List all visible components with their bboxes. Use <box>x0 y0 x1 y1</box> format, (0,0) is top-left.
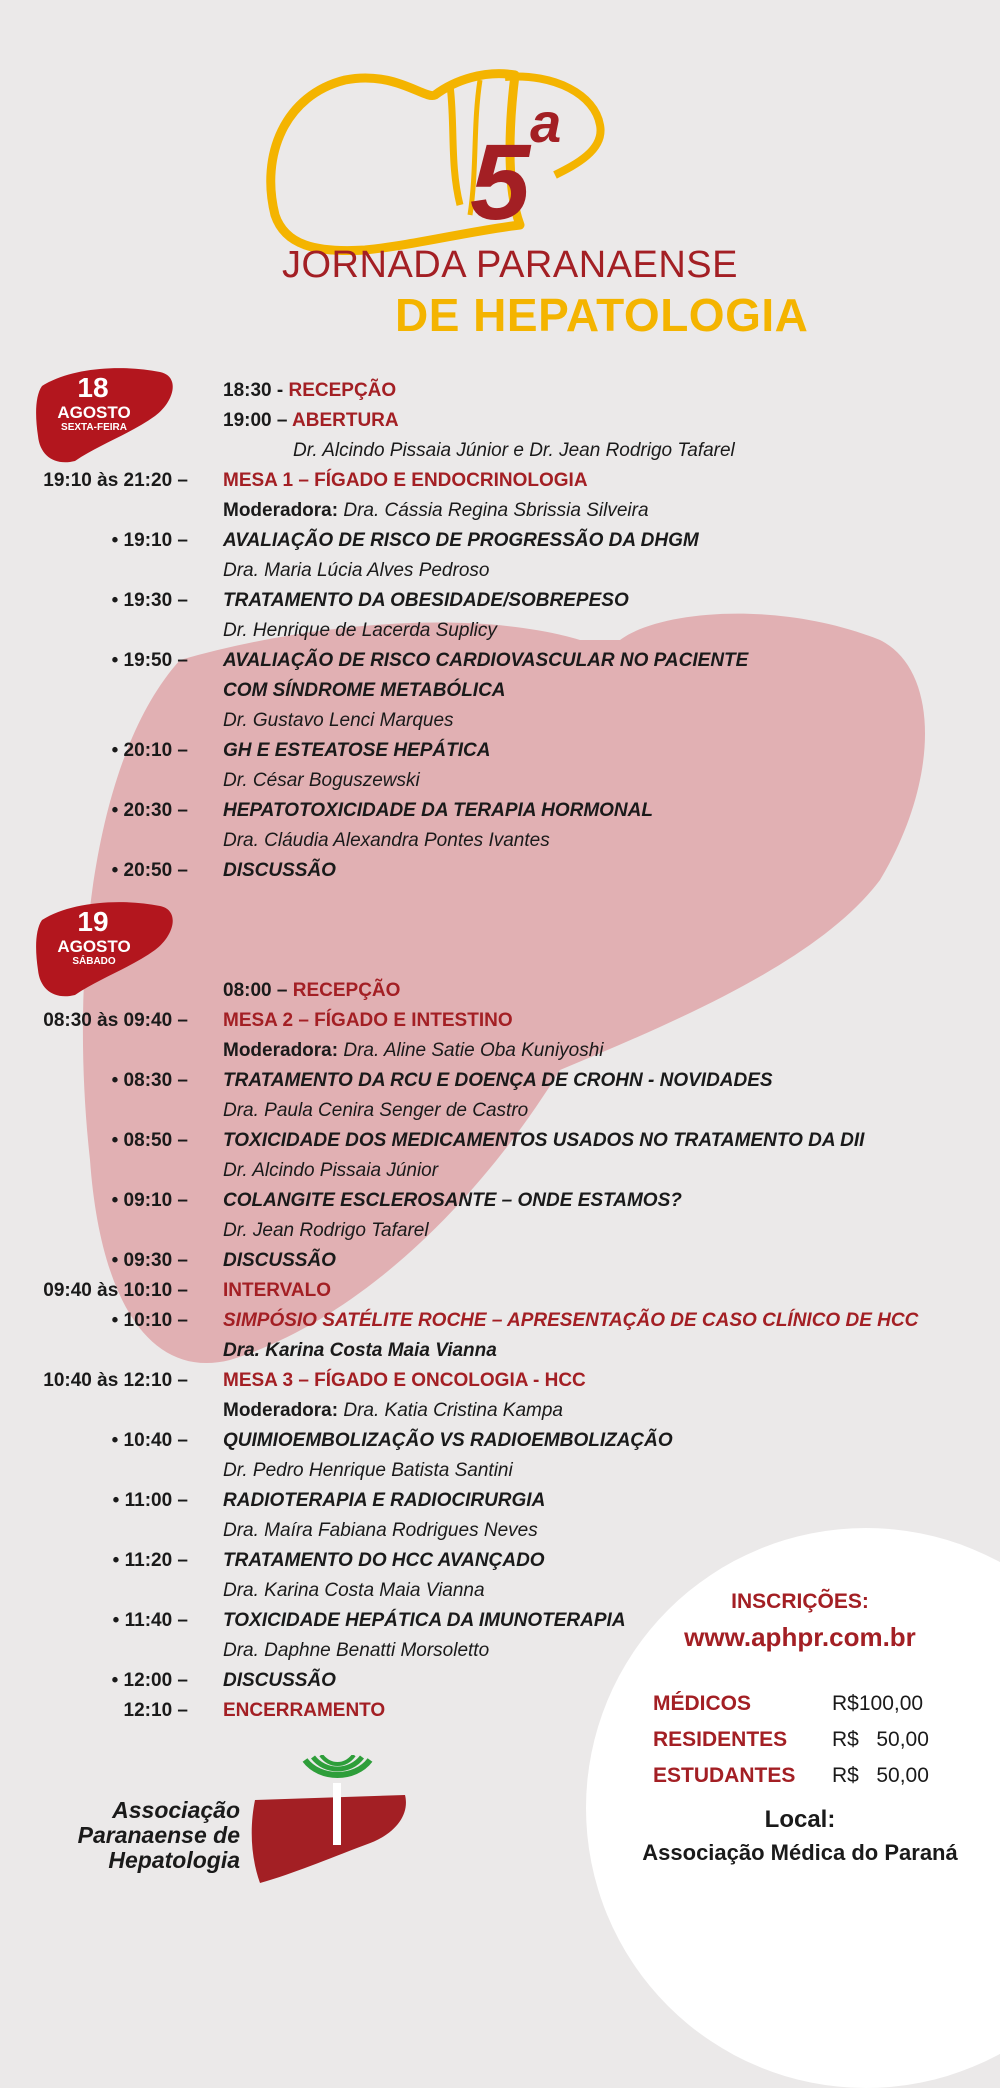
row-content <box>223 1066 773 1096</box>
edition-number: 5$^a$ <box>470 91 562 242</box>
schedule-row <box>0 1276 1000 1306</box>
row-text: DISCUSSÃO <box>223 1670 336 1691</box>
row-time: • 19:10 – <box>111 530 188 551</box>
row-content <box>223 616 497 646</box>
row-content <box>223 826 550 856</box>
row-content <box>223 526 699 556</box>
row-text: Dra. Cláudia Alexandra Pontes Ivantes <box>223 830 550 851</box>
badge-day: 18 <box>77 372 109 403</box>
row-content <box>223 736 490 766</box>
schedule-row <box>0 646 1000 676</box>
price-value: R$ 50,00 <box>832 1764 929 1787</box>
row-text: MESA 2 – FÍGADO E INTESTINO <box>223 1010 513 1031</box>
row-content <box>223 1546 545 1576</box>
row-text: SIMPÓSIO SATÉLITE ROCHE – APRESENTAÇÃO DE CASO CLÍNICO DE HCC <box>223 1310 919 1331</box>
schedule-row <box>0 1366 1000 1396</box>
row-text: GH E ESTEATOSE HEPÁTICA <box>223 740 491 761</box>
price-value: R$100,00 <box>832 1692 924 1715</box>
badge-day: 19 <box>77 906 109 937</box>
row-text: RADIOTERAPIA E RADIOCIRURGIA <box>223 1490 546 1511</box>
row-text: TRATAMENTO DO HCC AVANÇADO <box>223 1550 545 1571</box>
local-label: Local: <box>764 1806 836 1833</box>
schedule-row <box>0 826 1000 856</box>
row-content <box>223 1036 604 1066</box>
row-content <box>223 1216 429 1246</box>
row-text: DISCUSSÃO <box>223 860 336 881</box>
row-text: Dra. Karina Costa Maia Vianna <box>223 1580 485 1601</box>
schedule-row <box>0 1216 1000 1246</box>
row-text: COLANGITE ESCLEROSANTE – ONDE ESTAMOS? <box>223 1190 682 1211</box>
row-content <box>223 1576 485 1606</box>
price-row <box>650 1764 930 1798</box>
row-content <box>223 766 420 796</box>
schedule-row <box>0 403 1000 436</box>
row-time: • 19:50 – <box>111 650 188 671</box>
row-text: Dra. Paula Cenira Senger de Castro <box>223 1100 529 1121</box>
local-value: Associação Médica do Paraná <box>642 1840 958 1865</box>
schedule-row <box>0 616 1000 646</box>
schedule-row <box>0 1306 1000 1336</box>
association-line: Associação <box>112 1797 240 1823</box>
row-time: 08:30 às 09:40 – <box>43 1010 188 1031</box>
row-text: TOXICIDADE HEPÁTICA DA IMUNOTERAPIA <box>223 1610 626 1631</box>
row-text: TRATAMENTO DA RCU E DOENÇA DE CROHN - NOVIDADES <box>223 1070 773 1091</box>
row-text: QUIMIOEMBOLIZAÇÃO VS RADIOEMBOLIZAÇÃO <box>223 1430 673 1451</box>
row-content <box>293 436 735 466</box>
row-content <box>223 1366 586 1396</box>
row-content <box>223 796 653 826</box>
schedule-row <box>0 1396 1000 1426</box>
row-time: 10:40 às 12:10 – <box>43 1370 188 1391</box>
row-time: • 19:30 – <box>111 590 188 611</box>
row-time: • 12:00 – <box>111 1670 188 1691</box>
spacer-row <box>0 886 1000 916</box>
row-content <box>223 1156 438 1186</box>
row-text: MESA 1 – FÍGADO E ENDOCRINOLOGIA <box>223 470 588 491</box>
row-text: Dr. Alcindo Pissaia Júnior <box>223 1160 439 1181</box>
row-prefix: 18:30 - <box>223 380 289 401</box>
row-text: Dra. Karina Costa Maia Vianna <box>223 1340 497 1361</box>
row-text: TRATAMENTO DA OBESIDADE/SOBREPESO <box>223 590 629 611</box>
row-text: Dra. Katia Cristina Kampa <box>343 1400 564 1421</box>
schedule-row <box>0 1186 1000 1216</box>
row-content <box>223 646 748 676</box>
registration-url[interactable]: www.aphpr.com.br <box>684 1622 916 1652</box>
schedule-row <box>0 1006 1000 1036</box>
price-value: R$ 50,00 <box>832 1728 929 1751</box>
row-content <box>223 1306 918 1336</box>
row-content <box>223 1186 682 1216</box>
event-title-line2: DE HEPATOLOGIA <box>395 289 809 341</box>
price-label: MÉDICOS <box>653 1692 752 1715</box>
association-line: Hepatologia <box>108 1847 240 1873</box>
row-text: Dra. Aline Satie Oba Kuniyoshi <box>343 1040 604 1061</box>
schedule-row <box>0 556 1000 586</box>
row-text: Dra. Maria Lúcia Alves Pedroso <box>223 560 490 581</box>
row-content <box>223 376 396 406</box>
row-text: ENCERRAMENTO <box>223 1700 386 1721</box>
row-content <box>223 496 649 526</box>
event-title-line1: JORNADA PARANAENSE <box>282 244 738 286</box>
row-time: 12:10 – <box>123 1700 188 1721</box>
row-content <box>223 1426 673 1456</box>
row-time: • 08:50 – <box>111 1130 188 1151</box>
row-prefix: 08:00 – <box>223 980 293 1001</box>
schedule-row <box>0 1066 1000 1096</box>
row-text: HEPATOTOXICIDADE DA TERAPIA HORMONAL <box>223 800 653 821</box>
schedule-row <box>0 1156 1000 1186</box>
row-time: 19:10 às 21:20 – <box>43 470 188 491</box>
schedule-row <box>0 1036 1000 1066</box>
liver-outline-logo <box>255 55 655 255</box>
price-label: ESTUDANTES <box>653 1764 796 1787</box>
row-content <box>223 1516 538 1546</box>
row-content <box>223 1636 489 1666</box>
row-time: • 08:30 – <box>111 1070 188 1091</box>
header <box>0 0 1000 340</box>
row-text: Dr. Jean Rodrigo Tafarel <box>223 1220 429 1241</box>
row-text: COM SÍNDROME METABÓLICA <box>223 680 506 701</box>
association-name <box>30 1798 240 1873</box>
row-time: • 10:40 – <box>111 1430 188 1451</box>
schedule-row <box>0 586 1000 616</box>
row-time: • 09:10 – <box>111 1190 188 1211</box>
row-text: AVALIAÇÃO DE RISCO DE PROGRESSÃO DA DHGM <box>223 530 699 551</box>
row-time: • 11:00 – <box>112 1490 188 1511</box>
row-text: RECEPÇÃO <box>292 980 401 1001</box>
badge-weekday: SÁBADO <box>72 956 116 967</box>
row-time: 09:40 às 10:10 – <box>43 1280 188 1301</box>
association-logo-icon <box>245 1755 415 1885</box>
row-text: INTERVALO <box>223 1280 332 1301</box>
row-prefix: Moderadora: <box>223 1400 344 1421</box>
schedule-row <box>0 736 1000 766</box>
schedule-row <box>0 976 1000 1006</box>
spacer-row <box>0 916 1000 946</box>
row-text: Dr. Henrique de Lacerda Suplicy <box>223 620 497 641</box>
schedule-row <box>0 1246 1000 1276</box>
schedule-row <box>0 372 1000 406</box>
schedule-row <box>0 706 1000 736</box>
badge-weekday: SEXTA-FEIRA <box>61 422 127 433</box>
row-time: • 11:40 – <box>112 1610 188 1631</box>
row-prefix: 19:00 – <box>223 410 293 431</box>
schedule-row <box>0 526 1000 556</box>
row-text: Dra. Cássia Regina Sbrissia Silveira <box>343 500 649 521</box>
row-text: Dra. Daphne Benatti Morsoletto <box>223 1640 490 1661</box>
row-content <box>223 1486 545 1516</box>
badge-month: AGOSTO <box>57 937 131 956</box>
row-content <box>223 1696 385 1726</box>
row-content <box>223 1666 336 1696</box>
price-row <box>650 1692 930 1726</box>
schedule-row <box>0 1456 1000 1486</box>
schedule-row <box>0 676 1000 706</box>
schedule-row <box>0 436 1000 466</box>
row-content <box>223 586 629 616</box>
row-time: • 20:10 – <box>111 740 188 761</box>
row-content <box>223 676 506 706</box>
row-text: ABERTURA <box>292 410 399 431</box>
schedule-row <box>0 466 1000 496</box>
row-content <box>223 406 399 436</box>
schedule-row <box>0 496 1000 526</box>
row-text: Dr. Pedro Henrique Batista Santini <box>223 1460 513 1481</box>
schedule <box>0 372 1000 1726</box>
spacer-row <box>0 946 1000 976</box>
row-content <box>223 856 336 886</box>
row-time: • 20:30 – <box>111 800 188 821</box>
registration-heading: INSCRIÇÕES: <box>731 1590 869 1613</box>
schedule-row <box>0 1426 1000 1456</box>
row-content <box>223 1126 864 1156</box>
row-time: • 20:50 – <box>111 860 188 881</box>
schedule-row <box>0 1096 1000 1126</box>
row-text: RECEPÇÃO <box>288 380 397 401</box>
schedule-row <box>0 1486 1000 1516</box>
row-content <box>223 1456 513 1486</box>
row-text: TOXICIDADE DOS MEDICAMENTOS USADOS NO TRATAMENTO DA DII <box>223 1130 865 1151</box>
schedule-row <box>0 1126 1000 1156</box>
row-content <box>223 466 588 496</box>
row-text: AVALIAÇÃO DE RISCO CARDIOVASCULAR NO PACIENTE <box>223 650 749 671</box>
row-content <box>223 706 454 736</box>
row-content <box>223 1606 626 1636</box>
row-content <box>223 976 400 1006</box>
row-content <box>223 1276 331 1306</box>
schedule-row <box>0 856 1000 886</box>
row-time: • 11:20 – <box>112 1550 188 1571</box>
price-row <box>650 1728 930 1762</box>
schedule-row <box>0 1336 1000 1366</box>
row-time: • 09:30 – <box>111 1250 188 1271</box>
row-text: Dr. Alcindo Pissaia Júnior e Dr. Jean Rodrigo Tafarel <box>293 440 735 461</box>
row-text: DISCUSSÃO <box>223 1250 336 1271</box>
row-content <box>223 556 489 586</box>
row-prefix: Moderadora: <box>223 500 344 521</box>
row-text: Dra. Maíra Fabiana Rodrigues Neves <box>223 1520 538 1541</box>
row-content <box>223 1336 497 1366</box>
schedule-row <box>0 796 1000 826</box>
row-content <box>223 1396 563 1426</box>
row-text: Dr. César Boguszewski <box>223 770 420 791</box>
row-text: MESA 3 – FÍGADO E ONCOLOGIA - HCC <box>223 1370 586 1391</box>
row-time: • 10:10 – <box>111 1310 188 1331</box>
association-line: Paranaense de <box>77 1822 240 1848</box>
badge-month: AGOSTO <box>57 403 131 422</box>
row-text: Dr. Gustavo Lenci Marques <box>223 710 454 731</box>
schedule-row <box>0 766 1000 796</box>
row-content <box>223 1096 528 1126</box>
row-prefix: Moderadora: <box>223 1040 344 1061</box>
row-content <box>223 1006 513 1036</box>
row-content <box>223 1246 336 1276</box>
price-label: RESIDENTES <box>653 1728 788 1751</box>
